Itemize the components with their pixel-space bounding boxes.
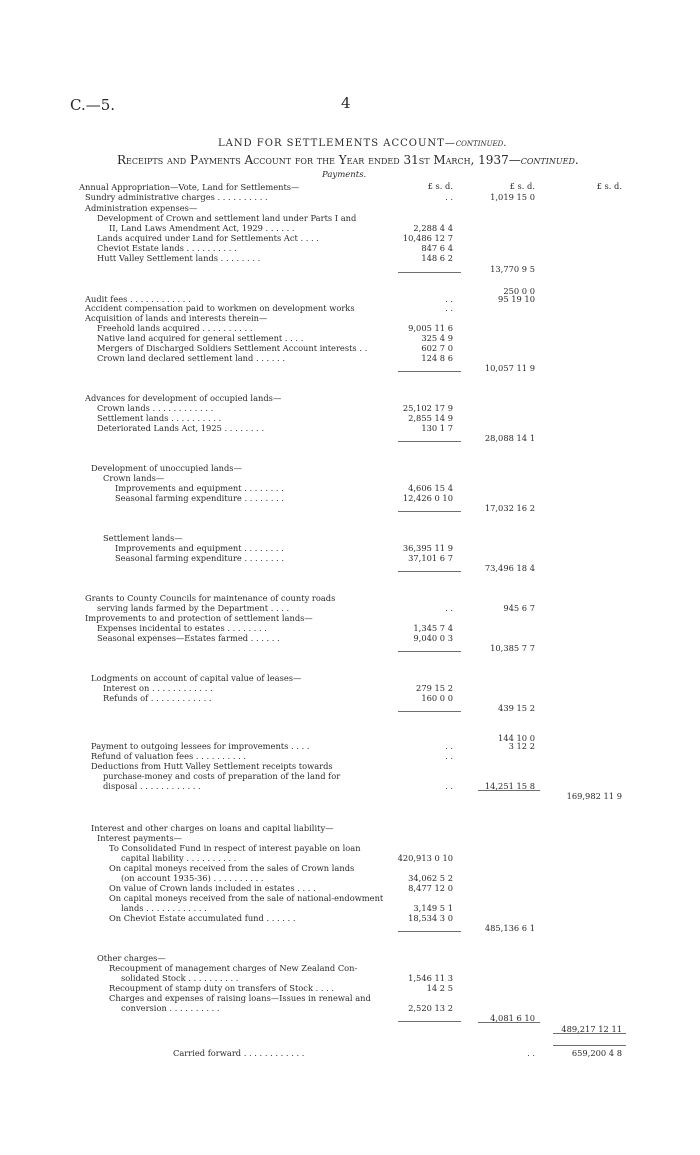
row-label: Audit fees . . . . . . . . . . . .: [85, 294, 191, 304]
amount-c1: 124 8 6: [421, 353, 453, 363]
table-row: [0, 613, 700, 623]
amount-c3: 489,217 12 11: [561, 1024, 622, 1034]
table-row: [0, 703, 700, 713]
table-row: [0, 543, 700, 553]
amount-c1: 34,062 5 2: [408, 873, 453, 883]
table-row: [0, 633, 700, 643]
table-row: [0, 233, 700, 243]
amount-c1: . .: [445, 781, 453, 791]
row-label: Development of unoccupied lands—: [91, 463, 242, 473]
amount-c1: 148 6 2: [421, 253, 453, 263]
amount-c3: 169,982 11 9: [566, 791, 622, 801]
amount-c2: 95 19 10: [498, 294, 535, 304]
table-row: [0, 423, 700, 433]
table-row: [0, 903, 700, 913]
row-label: solidated Stock . . . . . . . . . .: [121, 973, 239, 983]
amount-c1: 3,149 5 1: [413, 903, 453, 913]
amount-c1: . .: [445, 603, 453, 613]
total-rule: [478, 1022, 540, 1023]
table-row: [0, 913, 700, 923]
row-label: Lodgments on account of capital value of leases—: [91, 673, 302, 683]
amount-c1: 2,520 13 2: [408, 1003, 453, 1013]
amount-c1: 1,345 7 4: [413, 623, 453, 633]
amount-c2: 14,251 15 8: [484, 781, 535, 791]
amount-c2: 10,057 11 9: [484, 363, 535, 373]
row-label: Cheviot Estate lands . . . . . . . . . .: [97, 243, 237, 253]
column-header-2: £ s. d.: [509, 181, 535, 191]
row-label: Freehold lands acquired . . . . . . . . . .: [97, 323, 253, 333]
table-row: [0, 463, 700, 473]
total-rule: [478, 790, 540, 791]
row-label: Native land acquired for general settlement . . . .: [97, 333, 304, 343]
amount-c1: 847 6 4: [421, 243, 453, 253]
row-label: Hutt Valley Settlement lands . . . . . . . .: [97, 253, 261, 263]
total-rule: [398, 1021, 461, 1022]
row-label: Development of Crown and settlement land under Parts I and: [97, 213, 357, 223]
amount-c1: . .: [445, 751, 453, 761]
total-rule: [398, 272, 461, 273]
table-row: [0, 993, 700, 1003]
row-label: Interest on . . . . . . . . . . . .: [103, 683, 213, 693]
table-row: [0, 873, 700, 883]
amount-c1: 10,486 12 7: [402, 233, 453, 243]
table-row: [0, 953, 700, 963]
row-label: On capital moneys received from the sale of national-endowment: [109, 893, 384, 903]
table-row: [0, 963, 700, 973]
table-row: [0, 483, 700, 493]
table-row: [0, 843, 700, 853]
total-rule: [553, 1033, 626, 1034]
row-label: Grants to County Councils for maintenance of county roads: [85, 593, 336, 603]
amount-c2: 144 10 0: [498, 733, 535, 743]
row-label: Settlement lands—: [103, 533, 183, 543]
table-row: [0, 683, 700, 693]
amount-c2: 485,136 6 1: [484, 923, 535, 933]
row-label: Administration expenses—: [85, 203, 198, 213]
amount-c3: 659,200 4 8: [571, 1048, 622, 1058]
statement-title-continued: continued.: [520, 153, 579, 167]
table-row: [0, 223, 700, 233]
row-label: disposal . . . . . . . . . . . .: [103, 781, 201, 791]
account-title: [218, 138, 506, 149]
amount-c1: 325 4 9: [421, 333, 453, 343]
row-label: Other charges—: [97, 953, 166, 963]
row-label: On value of Crown lands included in estates . . . .: [109, 883, 316, 893]
table-row: [0, 853, 700, 863]
table-row: [0, 343, 700, 353]
row-label: Deteriorated Lands Act, 1925 . . . . . . . .: [97, 423, 265, 433]
amount-c1: 2,855 14 9: [408, 413, 453, 423]
row-label: Lands acquired under Land for Settlements Act . . . .: [97, 233, 319, 243]
total-rule: [398, 931, 461, 932]
table-row: [0, 893, 700, 903]
row-label: capital liability . . . . . . . . . .: [121, 853, 237, 863]
account-title-continued: continued.: [455, 138, 507, 149]
table-row: [0, 533, 700, 543]
amount-c2: 28,088 14 1: [484, 433, 535, 443]
total-rule: [398, 511, 461, 512]
row-label: Charges and expenses of raising loans—Issues in renewal and: [109, 993, 371, 1003]
amount-c1: 14 2 5: [426, 983, 453, 993]
document-code: C.—5.: [70, 96, 116, 114]
row-label: Refunds of . . . . . . . . . . . .: [103, 693, 212, 703]
row-label: Crown lands . . . . . . . . . . . .: [97, 403, 214, 413]
total-rule: [398, 651, 461, 652]
amount-c1: 9,040 0 3: [413, 633, 453, 643]
row-label: conversion . . . . . . . . . .: [121, 1003, 220, 1013]
amount-c1: 9,005 11 6: [408, 323, 453, 333]
table-row: [0, 593, 700, 603]
table-row: [0, 303, 700, 313]
amount-c2: 4,081 6 10: [490, 1013, 535, 1023]
amount-c2: 10,385 7 7: [490, 643, 535, 653]
table-row: [0, 213, 700, 223]
row-label: Seasonal farming expenditure . . . . . . . .: [115, 553, 285, 563]
row-label: II, Land Laws Amendment Act, 1929 . . . . . .: [109, 223, 295, 233]
amount-c1: 279 15 2: [416, 683, 453, 693]
table-row: [0, 781, 700, 791]
table-row: [0, 393, 700, 403]
row-label: Recoupment of management charges of New Zealand Con-: [109, 963, 358, 973]
amount-c2: . .: [527, 1048, 535, 1058]
table-row: [0, 243, 700, 253]
table-row: [0, 751, 700, 761]
account-title-main: LAND FOR SETTLEMENTS ACCOUNT—: [218, 138, 456, 149]
table-row: [0, 761, 700, 771]
table-row: [0, 553, 700, 563]
amount-c1: 1,546 11 3: [408, 973, 453, 983]
row-label: Improvements and equipment . . . . . . . .: [115, 483, 284, 493]
row-label: serving lands farmed by the Department . . . .: [97, 603, 290, 613]
table-row: [0, 983, 700, 993]
table-row: [0, 433, 700, 443]
amount-c2: 945 6 7: [503, 603, 535, 613]
section-heading: Payments.: [322, 170, 367, 180]
row-label: Seasonal expenses—Estates farmed . . . . . .: [97, 633, 280, 643]
statement-title-main: Receipts and Payments Account for the Year ended 31st March, 1937—: [117, 153, 521, 167]
table-row: [0, 493, 700, 503]
table-row: [0, 333, 700, 343]
table-row: [0, 693, 700, 703]
table-row: [0, 563, 700, 573]
table-row: [0, 973, 700, 983]
table-row: [0, 863, 700, 873]
amount-c2: 13,770 9 5: [490, 264, 535, 274]
row-label: Sundry administrative charges . . . . . . . . . .: [85, 192, 268, 202]
row-label: To Consolidated Fund in respect of interest payable on loan: [109, 843, 361, 853]
total-rule: [398, 371, 461, 372]
table-row: [0, 192, 700, 202]
row-label: Annual Appropriation—Vote, Land for Settlements—: [79, 182, 300, 192]
row-label: On Cheviot Estate accumulated fund . . . . . .: [109, 913, 296, 923]
table-row: [0, 403, 700, 413]
page-number: 4: [341, 94, 351, 112]
row-label: purchase-money and costs of preparation of the land for: [103, 771, 341, 781]
amount-c1: 2,288 4 4: [413, 223, 453, 233]
table-row: [0, 1013, 700, 1023]
total-rule: [398, 711, 461, 712]
row-label: Acquisition of lands and interests therein—: [85, 313, 268, 323]
column-header-1: £ s. d.: [427, 181, 453, 191]
amount-c1: 160 0 0: [421, 693, 453, 703]
row-label: On capital moneys received from the sales of Crown lands: [109, 863, 355, 873]
amount-c1: . .: [445, 303, 453, 313]
amount-c2: 17,032 16 2: [484, 503, 535, 513]
table-row: [0, 883, 700, 893]
row-label: Settlement lands . . . . . . . . . .: [97, 413, 222, 423]
amount-c1: 130 1 7: [421, 423, 453, 433]
table-row: [0, 473, 700, 483]
row-label: Accident compensation paid to workmen on development works: [85, 303, 355, 313]
row-label: (on account 1935-36) . . . . . . . . . .: [121, 873, 264, 883]
table-row: [0, 323, 700, 333]
table-row: [0, 1048, 700, 1058]
amount-c1: . .: [445, 741, 453, 751]
amount-c1: . .: [445, 294, 453, 304]
amount-c1: 36,395 11 9: [402, 543, 453, 553]
row-label: Expenses incidental to estates . . . . . . . .: [97, 623, 267, 633]
total-rule: [553, 1045, 626, 1046]
row-label: Crown land declared settlement land . . . . . .: [97, 353, 285, 363]
table-row: [0, 741, 700, 751]
amount-c1: 420,913 0 10: [397, 853, 453, 863]
table-row: [0, 791, 700, 801]
table-row: [0, 313, 700, 323]
amount-c1: 12,426 0 10: [402, 493, 453, 503]
table-row: [0, 643, 700, 653]
table-row: [0, 353, 700, 363]
row-label: Interest payments—: [97, 833, 182, 843]
amount-c1: 602 7 0: [421, 343, 453, 353]
row-label: Recoupment of stamp duty on transfers of Stock . . . .: [109, 983, 335, 993]
row-label: Refund of valuation fees . . . . . . . . . .: [91, 751, 247, 761]
table-row: [0, 923, 700, 933]
amount-c1: 8,477 12 0: [408, 883, 453, 893]
table-row: [0, 363, 700, 373]
table-row: [0, 182, 700, 192]
table-row: [0, 253, 700, 263]
table-row: [0, 771, 700, 781]
row-label: Improvements to and protection of settlement lands—: [85, 613, 313, 623]
table-row: [0, 673, 700, 683]
table-row: [0, 603, 700, 613]
row-label: Mergers of Discharged Soldiers Settlement Account interests . .: [97, 343, 368, 353]
row-label: Improvements and equipment . . . . . . . .: [115, 543, 284, 553]
amount-c1: 37,101 6 7: [408, 553, 453, 563]
amount-c2: 1,019 15 0: [490, 192, 535, 202]
table-row: [0, 1003, 700, 1013]
table-row: [0, 203, 700, 213]
amount-c2: 250 0 0: [503, 286, 535, 296]
amount-c1: 18,534 3 0: [408, 913, 453, 923]
table-row: [0, 823, 700, 833]
row-label: Payment to outgoing lessees for improvements . . . .: [91, 741, 310, 751]
table-row: [0, 833, 700, 843]
total-rule: [398, 441, 461, 442]
row-label: lands . . . . . . . . . . . .: [121, 903, 207, 913]
row-label: Crown lands—: [103, 473, 165, 483]
row-label: Carried forward . . . . . . . . . . . .: [173, 1048, 305, 1058]
amount-c1: . .: [445, 192, 453, 202]
row-label: Deductions from Hutt Valley Settlement receipts towards: [91, 761, 333, 771]
amount-c2: 439 15 2: [498, 703, 535, 713]
row-label: Interest and other charges on loans and capital liability—: [91, 823, 334, 833]
total-rule: [398, 571, 461, 572]
table-row: [0, 623, 700, 633]
column-header-3: £ s. d.: [596, 181, 622, 191]
table-row: [0, 413, 700, 423]
amount-c1: 4,606 15 4: [408, 483, 453, 493]
amount-c1: 25,102 17 9: [402, 403, 453, 413]
statement-title: [117, 153, 579, 167]
row-label: Advances for development of occupied lands—: [85, 393, 282, 403]
amount-c2: 73,496 18 4: [484, 563, 535, 573]
row-label: Seasonal farming expenditure . . . . . . . .: [115, 493, 285, 503]
amount-c2: 3 12 2: [508, 741, 535, 751]
table-row: [0, 264, 700, 274]
table-row: [0, 503, 700, 513]
